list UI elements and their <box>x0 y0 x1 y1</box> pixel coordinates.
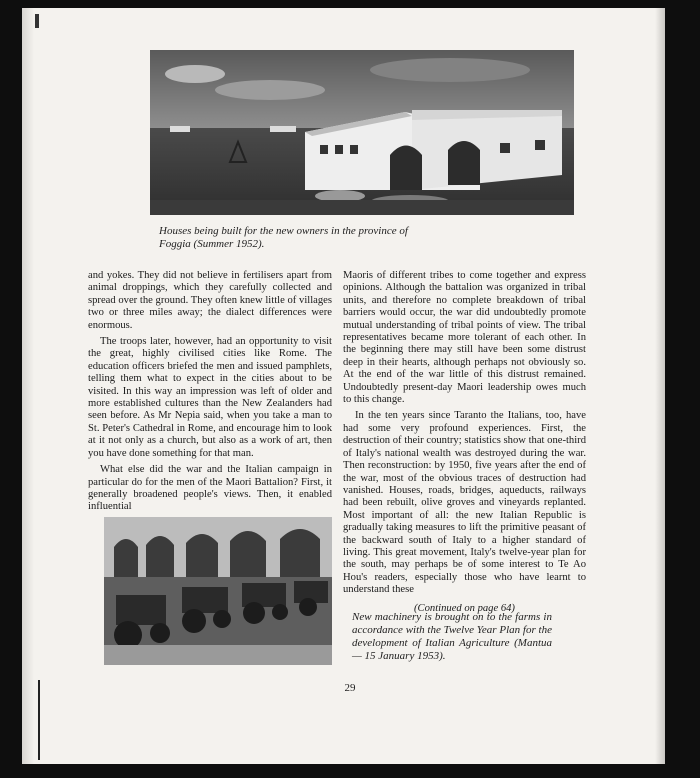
houses-photo-caption: Houses being built for the new owners in the province of Foggia (Summer 1952). <box>159 225 408 250</box>
left-paragraph-2: The troops later, however, had an opportunity to visit the great, highly civilised cities like Rome. The education officers briefed the men and issued pamphlets, telling them what to expect in the cities about to be visited. In this way an impression was left of older and more established cultures than the New Zealanders had seen before. As Mr Nepia said, when you take a man to St. Peter's Cathedral in Rome, and encourage him to look at it not only as a church, but also as a work of art, then you have done something for that man. <box>88 336 332 459</box>
right-paragraph-1: Maoris of different tribes to come together and express opinions. Although the battalion was organized in tribal units, and therefore no complete breakdown of tribal barriers would occur, the war did undoubtedly promote mutual understanding of tribal points of view. The tribal representatives became more tolerant of each other. In the beginning there may still have been some distrust deep in their hearts, although perhaps not obviously so. At the end of the war little of this distrust remained. Undoubtedly present-day Maori leadership owes much to this change. <box>343 270 586 406</box>
binding-line <box>38 680 40 760</box>
left-paragraph-1: and yokes. They did not believe in fertilisers apart from animal droppings, which they carefully collected and spread over the ground. They often knew little of villages two or three miles away; the dialect differences were enormous. <box>88 270 332 331</box>
left-paragraph-3: What else did the war and the Italian campaign in particular do for the men of the Maori Battalion? First, it generally broadened people's views. Then, it enabled influential <box>88 464 332 513</box>
tractors-photo-drawing <box>104 517 332 665</box>
continued-on-page-note: (Continued on page 64) <box>414 602 515 614</box>
tractors-photo <box>104 517 332 665</box>
houses-photo-drawing <box>150 50 574 215</box>
page-gutter-shadow <box>22 8 34 764</box>
article-right-column <box>343 270 586 615</box>
right-paragraph-2: In the ten years since Taranto the Italians, too, have had some very profound experiences. First, the destruction of their country; statistics show that one-third of Italy's national wealth was destroyed during the war. Then reconstruction: by 1950, five years after the end of the war, most of the obvious traces of destruction had vanished. Houses, roads, bridges, aqueducts, railways had been rebuilt, olive groves and vineyards replanted. Most important of all: the new Italian Republic is gradually taking measures to lift the primitive peasant of the backward south of Italy to a higher standard of living. This great movement, Italy's twelve-year plan for the south, may perhaps be of some interest to Te Ao Hou's readers, especially those who have learnt to understand these <box>343 410 586 596</box>
tractors-photo-caption: New machinery is brought on to the farms in accordance with the Twelve Year Plan for the development of Italian Agriculture (Mantua — 15 January 1953). <box>352 611 552 662</box>
article-left-column <box>88 270 332 514</box>
binding-mark <box>35 14 39 28</box>
houses-photo <box>150 50 574 215</box>
page-number: 29 <box>344 682 356 694</box>
page-right-edge <box>655 8 665 764</box>
